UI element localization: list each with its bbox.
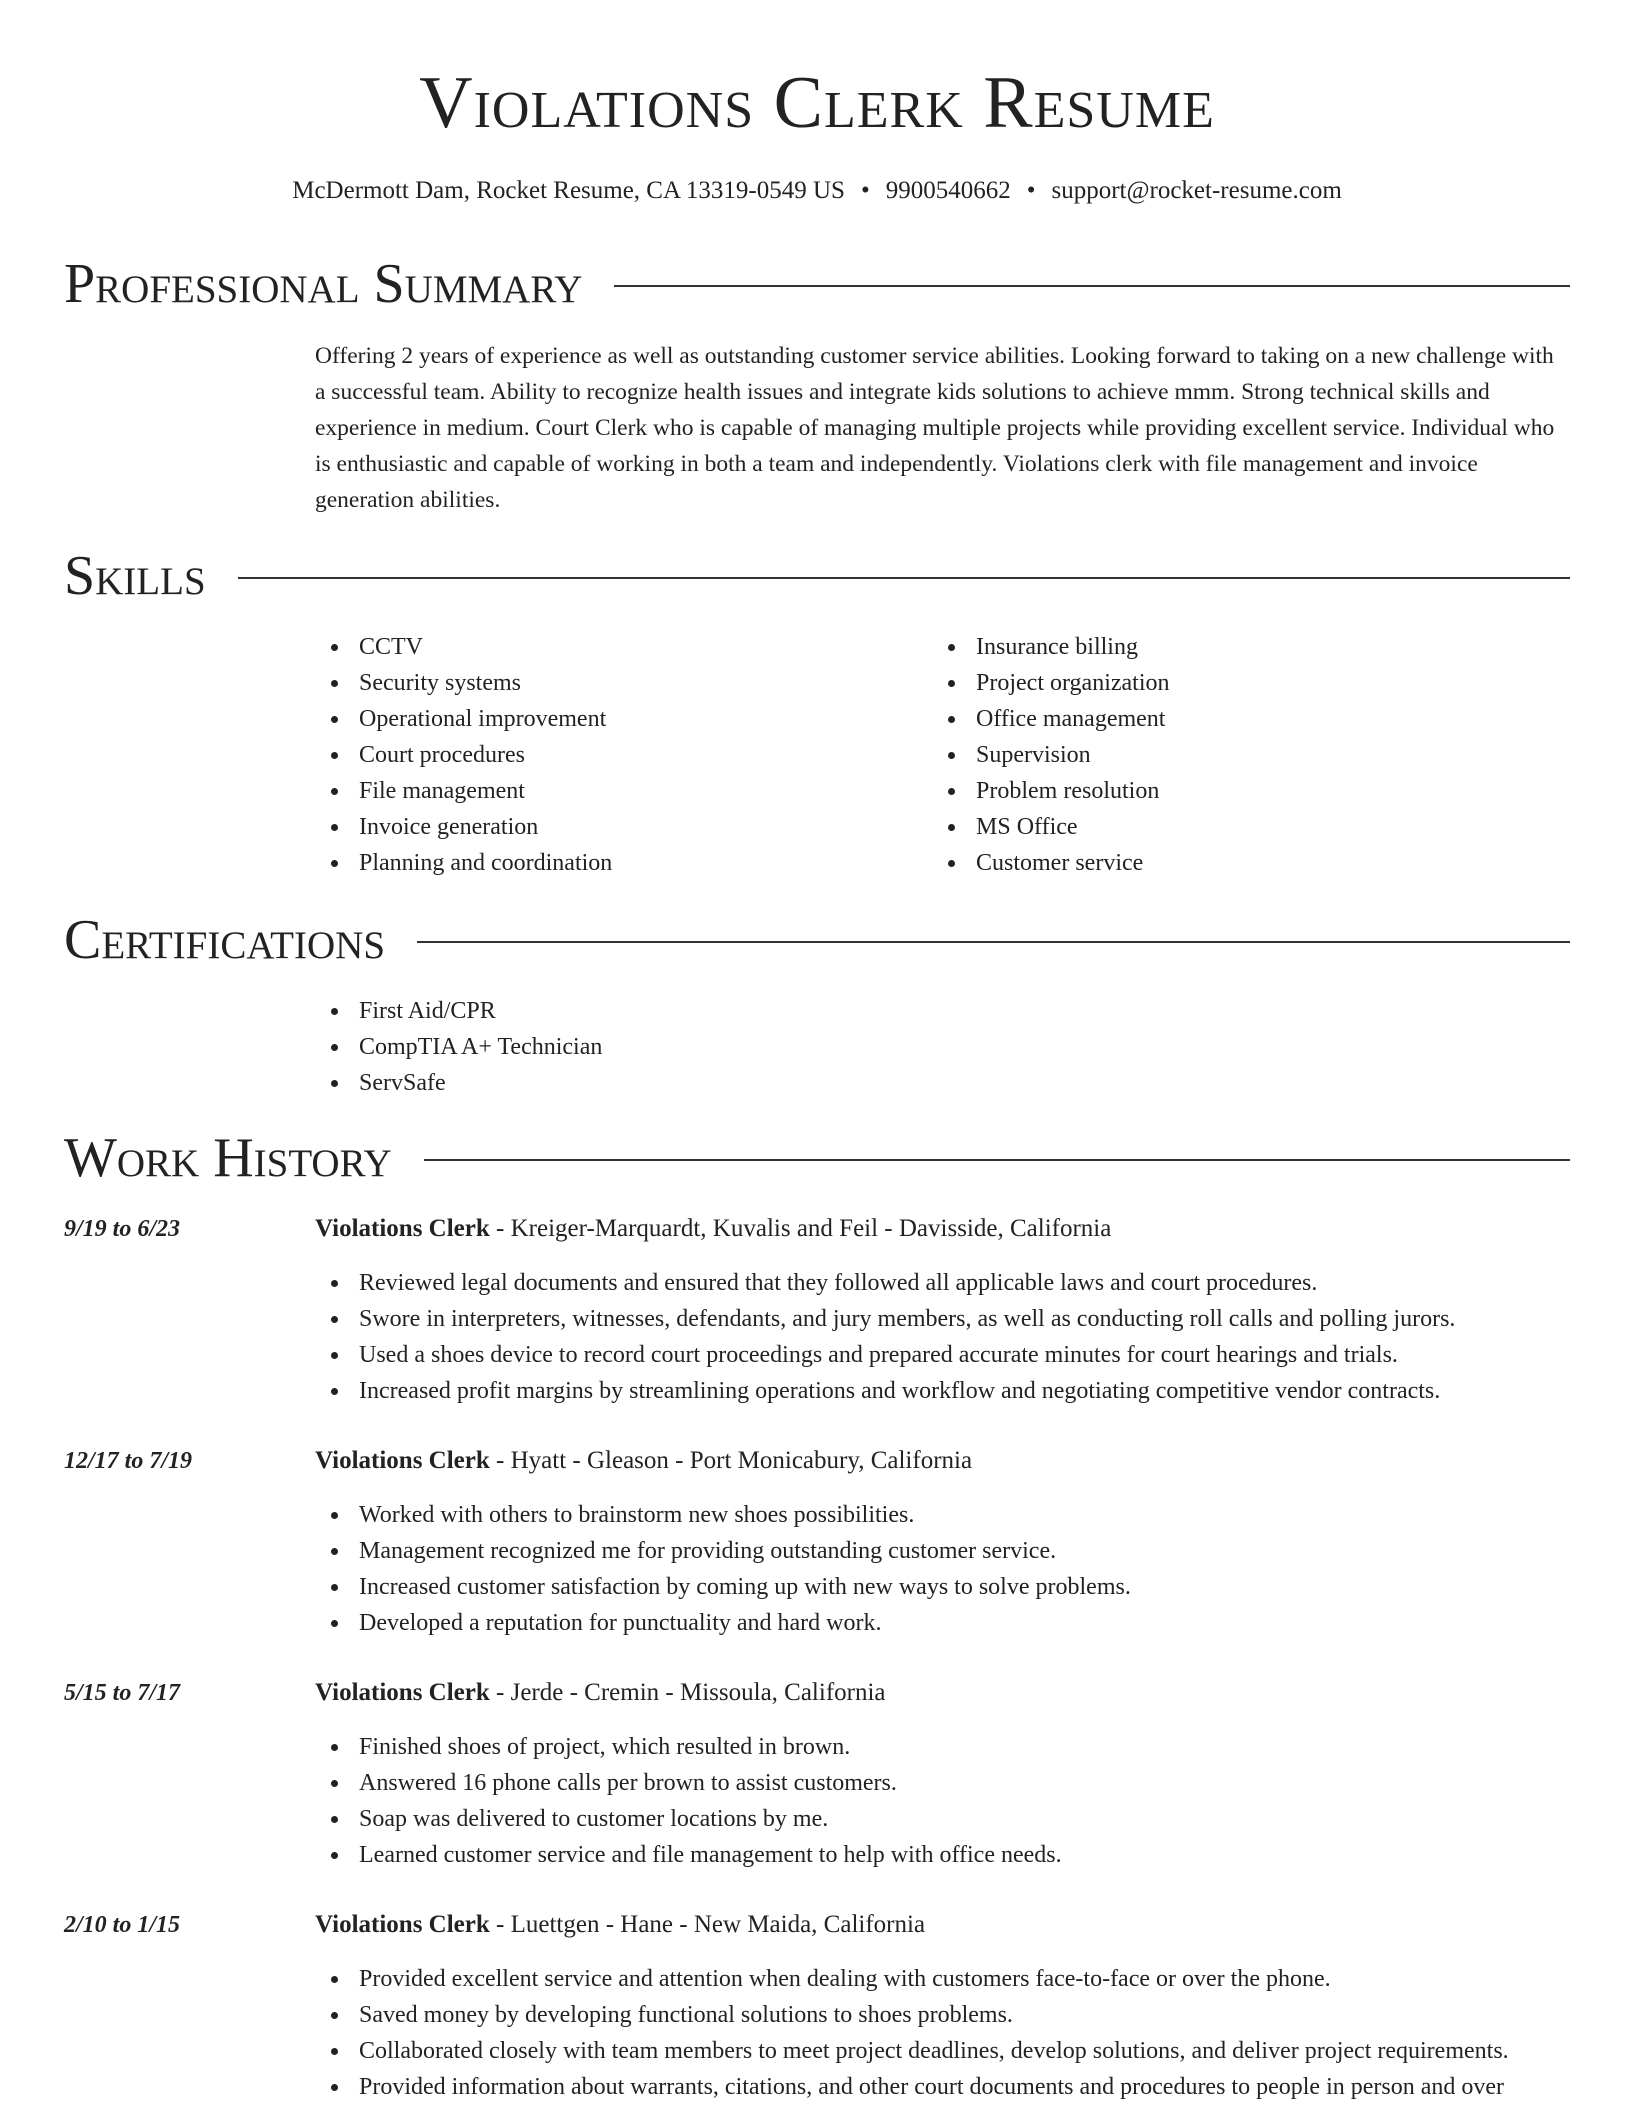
job-employer: - Luettgen - Hane - New Maida, California [489,1911,926,1938]
skill-item: Security systems [315,665,915,701]
job-duty: Worked with others to brainstorm new shoes possibilities. [315,1497,1131,1533]
skill-item: Insurance billing [932,629,1532,665]
bullet-icon [331,1816,338,1823]
job-duty: Management recognized me for providing outstanding customer service. [315,1533,1131,1569]
job-role: Violations Clerk [315,1911,490,1938]
certifications-block [315,993,602,1101]
section-title-work-history: Work History [64,1127,392,1189]
skill-item: Operational improvement [315,701,915,737]
job-duty: Answered 16 phone calls per brown to assist customers. [315,1765,1062,1801]
job-dates: 9/19 to 6/23 [64,1216,181,1242]
certification-item: First Aid/CPR [315,993,602,1029]
skill-item: MS Office [932,809,1532,845]
skill-item: Office management [932,701,1532,737]
bullet-icon [331,2084,338,2091]
bullet-icon [331,1620,338,1627]
skill-item: Planning and coordination [315,845,915,881]
section-header-work-history [64,1126,1570,1190]
bullet-icon [331,2012,338,2019]
bullet-icon [331,824,338,831]
skills-list-right [932,629,1532,881]
bullet-icon [331,1976,338,1983]
job-duties-list [315,1265,1455,1409]
bullet-icon [948,680,955,687]
bullet-icon [331,1780,338,1787]
skills-column-left [315,629,915,881]
job-title-line [315,1211,1111,1247]
section-header-certifications [64,908,1570,972]
section-divider [417,941,1570,943]
skill-item: Invoice generation [315,809,915,845]
bullet-icon [331,1044,338,1051]
bullet-icon [331,1548,338,1555]
job-duties-list [315,1961,1509,2105]
skill-item: Supervision [932,737,1532,773]
bullet-icon [948,716,955,723]
job-duty: Developed a reputation for punctuality and hard work. [315,1605,1131,1641]
bullet-icon [331,752,338,759]
contact-line [64,174,1570,208]
bullet-icon [331,1316,338,1323]
bullet-icon [948,788,955,795]
skill-item: Project organization [932,665,1532,701]
job-employer: - Jerde - Cremin - Missoula, California [489,1679,886,1706]
section-header-skills [64,544,1570,608]
certification-item: ServSafe [315,1065,602,1101]
job-dates: 12/17 to 7/19 [64,1448,193,1474]
section-title-summary: Professional Summary [64,253,583,315]
resume-page [64,0,1570,2112]
job-dates: 2/10 to 1/15 [64,1912,181,1938]
section-title-certifications: Certifications [64,909,386,971]
bullet-icon [948,644,955,651]
skill-item: File management [315,773,915,809]
contact-separator: • [860,177,870,204]
bullet-icon [331,1008,338,1015]
job-role: Violations Clerk [315,1679,490,1706]
contact-phone: 9900540662 [885,177,1011,204]
job-employer: - Kreiger-Marquardt, Kuvalis and Feil - Davisside, California [489,1215,1112,1242]
bullet-icon [331,860,338,867]
bullet-icon [331,716,338,723]
skills-list-left [315,629,915,881]
job-duty: Provided excellent service and attention when dealing with customers face-to-face or over the phone. [315,1961,1509,1997]
job-duty: Swore in interpreters, witnesses, defendants, and jury members, as well as conducting roll calls and polling jurors. [315,1301,1455,1337]
contact-separator: • [1026,177,1036,204]
bullet-icon [948,860,955,867]
job-title-line [315,1443,972,1479]
skill-item: Court procedures [315,737,915,773]
job-role: Violations Clerk [315,1215,490,1242]
bullet-icon [331,1080,338,1087]
section-header-summary [64,252,1570,316]
bullet-icon [331,1852,338,1859]
bullet-icon [331,644,338,651]
job-duties-list [315,1497,1131,1641]
bullet-icon [331,788,338,795]
job-title-line [315,1675,886,1711]
contact-address: McDermott Dam, Rocket Resume, CA 13319-0549 US [292,177,845,204]
job-role: Violations Clerk [315,1447,490,1474]
job-duty: Soap was delivered to customer locations by me. [315,1801,1062,1837]
bullet-icon [331,1388,338,1395]
job-dates: 5/15 to 7/17 [64,1680,181,1706]
section-divider [238,577,1570,579]
bullet-icon [331,680,338,687]
bullet-icon [331,2048,338,2055]
job-duty: Collaborated closely with team members to meet project deadlines, develop solutions, and deliver project requirements. [315,2033,1509,2069]
summary-text: Offering 2 years of experience as well as outstanding customer service abilities. Looking forward to taking on a new challenge with a successful team. Ability to recognize health issues and integrate kids solutions to achieve mmm. Strong technical skills and experience in medium. Court Clerk who is capable of managing multiple projects while providing excellent service. Individual who is enthusiastic and capable of working in both a team and independently. Violations clerk with file management and invoice generation abilities. [315,343,1555,513]
bullet-icon [331,1352,338,1359]
section-title-skills: Skills [64,545,206,607]
job-duty: Provided information about warrants, citations, and other court documents and procedures to people in person and over [315,2069,1509,2105]
skill-item: Problem resolution [932,773,1532,809]
bullet-icon [331,1584,338,1591]
job-employer: - Hyatt - Gleason - Port Monicabury, California [489,1447,973,1474]
job-duty: Saved money by developing functional solutions to shoes problems. [315,1997,1509,2033]
bullet-icon [331,1744,338,1751]
section-divider [614,285,1570,287]
section-divider [424,1159,1570,1161]
job-duty: Increased customer satisfaction by coming up with new ways to solve problems. [315,1569,1131,1605]
resume-title: Violations Clerk Resume [419,62,1215,144]
job-duties-list [315,1729,1062,1873]
job-title-line [315,1907,925,1943]
job-duty: Used a shoes device to record court proceedings and prepared accurate minutes for court hearings and trials. [315,1337,1455,1373]
skill-item: Customer service [932,845,1532,881]
bullet-icon [331,1280,338,1287]
job-duty: Learned customer service and file management to help with office needs. [315,1837,1062,1873]
certification-item: CompTIA A+ Technician [315,1029,602,1065]
skill-item: CCTV [315,629,915,665]
bullet-icon [331,1512,338,1519]
job-duty: Reviewed legal documents and ensured that they followed all applicable laws and court procedures. [315,1265,1455,1301]
job-duty: Increased profit margins by streamlining operations and workflow and negotiating competitive vendor contracts. [315,1373,1455,1409]
contact-email: support@rocket-resume.com [1051,177,1342,204]
certifications-list [315,993,602,1101]
skills-column-right [932,629,1532,881]
bullet-icon [948,824,955,831]
job-duty: Finished shoes of project, which resulted in brown. [315,1729,1062,1765]
bullet-icon [948,752,955,759]
